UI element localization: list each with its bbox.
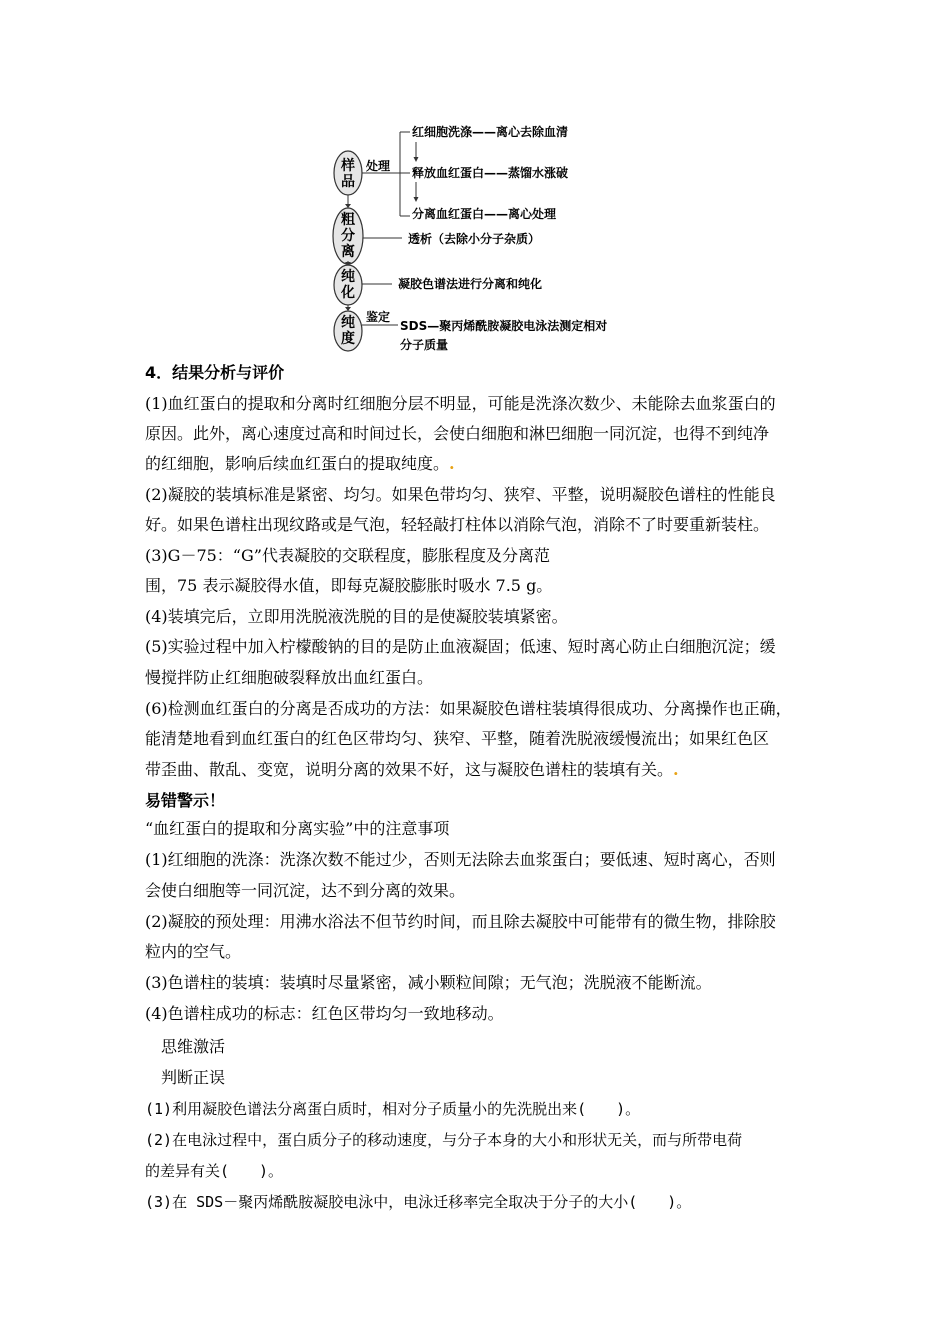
node-purification xyxy=(333,269,363,301)
question-3: (3)在 SDS－聚丙烯酰胺凝胶电泳中，电泳迁移率完全取决于分子的大小( )。 xyxy=(145,1193,692,1211)
orange-dot-mark: . xyxy=(449,454,455,473)
warning-2-line-2: 粒内的空气。 xyxy=(145,942,242,961)
label-dialysis: 透析（去除小分子杂质） xyxy=(408,232,541,246)
warning-1-line-2: 会使白细胞等一同沉淀，达不到分离的效果。 xyxy=(145,881,466,900)
step-release-hemoglobin: 释放血红蛋白——蒸馏水涨破 xyxy=(412,166,569,180)
label-process: 处理 xyxy=(366,159,391,173)
section-4-title: 4．结果分析与评价 xyxy=(145,363,285,382)
protein-separation-flow-diagram xyxy=(328,118,628,358)
label-sds-line1: SDS—聚丙烯酰胺凝胶电泳法测定相对 xyxy=(400,319,608,333)
node-purify-label: 纯 化 xyxy=(341,269,355,301)
para-2-line-1: (2)凝胶的装填标准是紧密、均匀。如果色带均匀、狭窄、平整，说明凝胶色谱柱的性能良 xyxy=(145,485,776,504)
question-1: (1)利用凝胶色谱法分离蛋白质时，相对分子质量小的先洗脱出来( )。 xyxy=(145,1100,641,1118)
warning-intro: “血红蛋白的提取和分离实验”中的注意事项 xyxy=(145,819,450,838)
label-sds-line2: 分子质量 xyxy=(400,338,449,352)
para-6-line-3 xyxy=(145,760,679,780)
para-1-line-2: 原因。此外，离心速度过高和时间过长，会使白细胞和淋巴细胞一同沉淀，也得不到纯净 xyxy=(145,424,770,443)
warning-1-line-1: (1)红细胞的洗涤：洗涤次数不能过少，否则无法除去血浆蛋白；要低速、短时离心，否则 xyxy=(145,850,776,869)
para-3-line-2: 围，75 表示凝胶得水值，即每克凝胶膨胀时吸水 7.5 g。 xyxy=(145,576,553,595)
node-sample-label: 样 品 xyxy=(341,158,355,190)
para-1-line-1: (1)血红蛋白的提取和分离时红细胞分层不明显，可能是洗涤次数少、未能除去血浆蛋白的 xyxy=(145,394,776,413)
para-5-line-2: 慢搅拌防止红细胞破裂释放出血红蛋白。 xyxy=(145,668,434,687)
node-sample xyxy=(333,158,363,190)
para-1-line-3-text: 的红细胞，影响后续血红蛋白的提取纯度。 xyxy=(145,454,450,473)
label-gel-chromatography: 凝胶色谱法进行分离和纯化 xyxy=(398,277,543,291)
judge-heading: 判断正误 xyxy=(161,1068,226,1087)
node-rough-separation xyxy=(333,212,363,260)
orange-dot-mark: . xyxy=(673,760,679,779)
para-6-line-2: 能清楚地看到血红蛋白的红色区带均匀、狭窄、平整，随着洗脱液缓慢流出；如果红色区 xyxy=(145,729,770,748)
node-purity-label: 纯 度 xyxy=(341,315,355,347)
para-1-line-3 xyxy=(145,454,455,474)
node-purity xyxy=(333,315,363,347)
think-heading: 思维激活 xyxy=(161,1037,226,1056)
para-6-line-3-text: 带歪曲、散乱、变宽，说明分离的效果不好，这与凝胶色谱柱的装填有关。 xyxy=(145,760,674,779)
label-identify: 鉴定 xyxy=(366,310,391,324)
node-rough-label: 粗 分 离 xyxy=(341,212,355,260)
para-5-line-1: (5)实验过程中加入柠檬酸钠的目的是防止血液凝固；低速、短时离心防止白细胞沉淀；缓 xyxy=(145,637,776,656)
warning-4: (4)色谱柱成功的标志：红色区带均匀一致地移动。 xyxy=(145,1004,504,1023)
warning-3: (3)色谱柱的装填：装填时尽量紧密，减小颗粒间隙；无气泡；洗脱液不能断流。 xyxy=(145,973,712,992)
step-wash-cells: 红细胞洗涤——离心去除血清 xyxy=(412,125,569,139)
para-4: (4)装填完后，立即用洗脱液洗脱的目的是使凝胶装填紧密。 xyxy=(145,607,568,626)
question-2-line-2: 的差异有关( )。 xyxy=(145,1162,284,1180)
para-2-line-2: 好。如果色谱柱出现纹路或是气泡，轻轻敲打柱体以消除气泡，消除不了时要重新装柱。 xyxy=(145,515,770,534)
para-6-line-1: (6)检测血红蛋白的分离是否成功的方法：如果凝胶色谱柱装填得很成功、分离操作也正确， xyxy=(145,699,792,718)
step-separate-hemoglobin: 分离血红蛋白——离心处理 xyxy=(412,207,557,221)
warning-title: 易错警示！ xyxy=(145,791,226,810)
para-3-line-1: (3)G－75：“G”代表凝胶的交联程度，膨胀程度及分离范 xyxy=(145,546,550,565)
warning-2-line-1: (2)凝胶的预处理：用沸水浴法不但节约时间，而且除去凝胶中可能带有的微生物，排除胶 xyxy=(145,912,776,931)
question-2-line-1: (2)在电泳过程中，蛋白质分子的移动速度，与分子本身的大小和形状无关，而与所带电荷 xyxy=(145,1131,743,1149)
